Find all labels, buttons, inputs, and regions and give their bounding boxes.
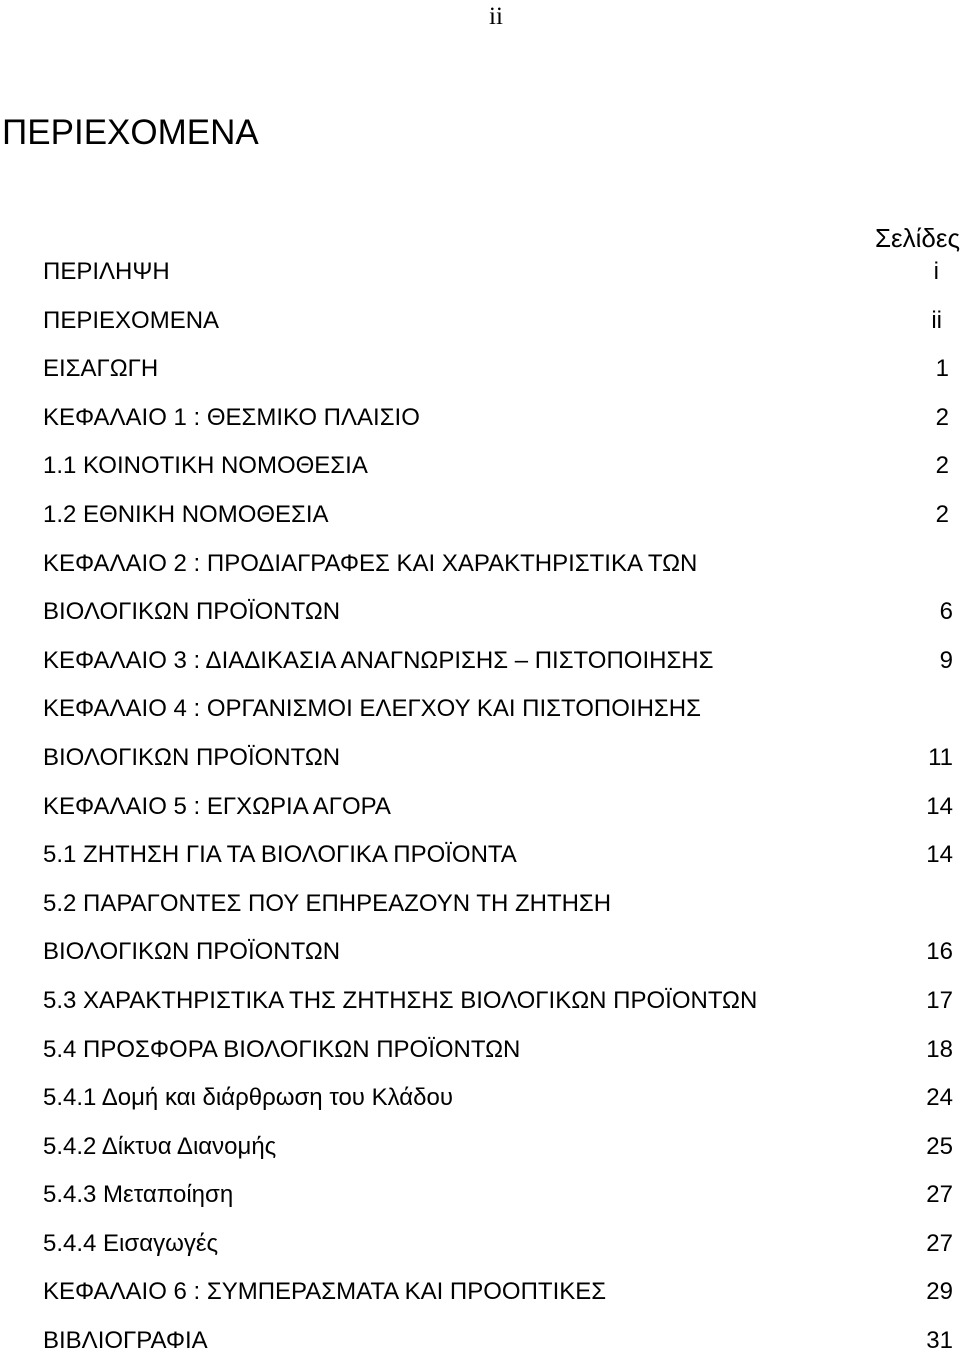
toc-entry-title: ΒΙΟΛΟΓΙΚΩΝ ΠΡΟΪΟΝΤΩΝ bbox=[43, 598, 341, 626]
toc-entry[interactable] bbox=[43, 248, 953, 297]
toc-entry-title: 1.2 ΕΘΝΙΚΗ ΝΟΜΟΘΕΣΙΑ bbox=[43, 500, 329, 528]
page-title: ΠΕΡΙΕΧΟΜΕΝΑ bbox=[2, 113, 259, 152]
toc-entry[interactable] bbox=[43, 442, 953, 491]
toc-entry[interactable] bbox=[43, 588, 953, 637]
toc-entry-title: ΠΕΡΙΛΗΨΗ bbox=[43, 258, 170, 285]
toc-entry[interactable] bbox=[43, 540, 953, 589]
toc-entry-title: 5.4.2 Δίκτυα Διανομής bbox=[43, 1132, 277, 1160]
toc-entry-title: 1.1 ΚΟΙΝΟΤΙΚΗ ΝΟΜΟΘΕΣΙΑ bbox=[43, 452, 368, 480]
toc-entry-page: 6 bbox=[939, 598, 953, 626]
toc-entry[interactable] bbox=[43, 831, 953, 880]
toc-entry-title: ΒΙΒΛΙΟΓΡΑΦΙΑ bbox=[43, 1327, 208, 1355]
toc-entry[interactable] bbox=[43, 685, 953, 734]
toc-entry-title: ΒΙΟΛΟΓΙΚΩΝ ΠΡΟΪΟΝΤΩΝ bbox=[43, 938, 341, 966]
toc-entry-title: 5.1 ΖΗΤΗΣΗ ΓΙΑ ΤΑ ΒΙΟΛΟΓΙΚΑ ΠΡΟΪΟΝΤΑ bbox=[43, 841, 517, 869]
pages-column-header: Σελίδες bbox=[874, 223, 960, 253]
toc-entry-title: ΚΕΦΑΛΑΙΟ 2 : ΠΡΟΔΙΑΓΡΑΦΕΣ ΚΑΙ ΧΑΡΑΚΤΗΡΙΣΤΙΚΑ ΤΩΝ bbox=[43, 549, 698, 577]
toc-entry[interactable] bbox=[43, 1220, 953, 1269]
toc-entry-page: 17 bbox=[926, 986, 953, 1014]
toc-entry-page: 29 bbox=[926, 1278, 953, 1306]
page-number: ii bbox=[489, 3, 503, 30]
toc-entry-page: 2 bbox=[935, 452, 949, 480]
toc-entry[interactable] bbox=[43, 1123, 953, 1172]
toc-entry[interactable] bbox=[43, 1317, 953, 1366]
toc-entry-page: 2 bbox=[935, 500, 949, 528]
toc-entry[interactable] bbox=[43, 880, 953, 929]
toc-entry-page: 9 bbox=[939, 646, 953, 674]
toc-entry-page: 1 bbox=[935, 355, 949, 383]
toc-entry-title: ΚΕΦΑΛΑΙΟ 4 : ΟΡΓΑΝΙΣΜΟΙ ΕΛΕΓΧΟΥ ΚΑΙ ΠΙΣΤΟΠΟΙΗΣΗΣ bbox=[43, 695, 701, 723]
toc-entry-title: 5.4.4 Εισαγωγές bbox=[43, 1229, 219, 1257]
toc-entry[interactable] bbox=[43, 928, 953, 977]
toc-entry-page: 16 bbox=[926, 938, 953, 966]
toc-entry-title: ΕΙΣΑΓΩΓΗ bbox=[43, 355, 159, 383]
toc-entry[interactable] bbox=[43, 491, 953, 540]
toc-entry-page: 14 bbox=[926, 841, 953, 869]
table-of-contents bbox=[43, 248, 953, 1366]
toc-entry[interactable] bbox=[43, 783, 953, 832]
toc-entry[interactable] bbox=[43, 345, 953, 394]
toc-entry-page: 2 bbox=[935, 403, 949, 431]
toc-entry-title: 5.4 ΠΡΟΣΦΟΡΑ ΒΙΟΛΟΓΙΚΩΝ ΠΡΟΪΟΝΤΩΝ bbox=[43, 1035, 521, 1063]
toc-entry[interactable] bbox=[43, 1171, 953, 1220]
toc-entry[interactable] bbox=[43, 394, 953, 443]
toc-entry[interactable] bbox=[43, 1026, 953, 1075]
toc-entry-page: 27 bbox=[926, 1181, 953, 1209]
toc-entry-title: ΚΕΦΑΛΑΙΟ 3 : ΔΙΑΔΙΚΑΣΙΑ ΑΝΑΓΝΩΡΙΣΗΣ – ΠΙΣΤΟΠΟΙΗΣΗΣ bbox=[43, 646, 714, 674]
toc-entry-title: ΠΕΡΙΕΧΟΜΕΝΑ bbox=[43, 306, 220, 334]
toc-entry-title: 5.3 ΧΑΡΑΚΤΗΡΙΣΤΙΚΑ ΤΗΣ ΖΗΤΗΣΗΣ ΒΙΟΛΟΓΙΚΩΝ ΠΡΟΪΟΝΤΩΝ bbox=[43, 986, 758, 1014]
toc-entry-page: i bbox=[933, 258, 939, 285]
toc-entry-page: 18 bbox=[926, 1035, 953, 1063]
toc-entry-page: 31 bbox=[926, 1327, 953, 1355]
toc-entry[interactable] bbox=[43, 637, 953, 686]
toc-entry[interactable] bbox=[43, 1268, 953, 1317]
toc-entry-title: 5.4.1 Δομή και διάρθρωση του Κλάδου bbox=[43, 1084, 453, 1112]
toc-entry[interactable] bbox=[43, 977, 953, 1026]
toc-entry-page: 14 bbox=[926, 792, 953, 820]
toc-entry-page: 11 bbox=[928, 743, 953, 771]
toc-entry-page: ii bbox=[931, 306, 942, 334]
toc-entry-page: 24 bbox=[926, 1084, 953, 1112]
toc-entry-title: ΚΕΦΑΛΑΙΟ 1 : ΘΕΣΜΙΚΟ ΠΛΑΙΣΙΟ bbox=[43, 403, 420, 431]
toc-entry-title: 5.4.3 Μεταποίηση bbox=[43, 1181, 234, 1209]
toc-entry-title: ΚΕΦΑΛΑΙΟ 5 : ΕΓΧΩΡΙΑ ΑΓΟΡΑ bbox=[43, 792, 391, 820]
toc-entry-title: 5.2 ΠΑΡΑΓΟΝΤΕΣ ΠΟΥ ΕΠΗΡΕΑΖΟΥΝ ΤΗ ΖΗΤΗΣΗ bbox=[43, 889, 612, 917]
toc-entry-page: 25 bbox=[926, 1132, 953, 1160]
toc-entry[interactable] bbox=[43, 734, 953, 783]
toc-entry-title: ΚΕΦΑΛΑΙΟ 6 : ΣΥΜΠΕΡΑΣΜΑΤΑ ΚΑΙ ΠΡΟΟΠΤΙΚΕΣ bbox=[43, 1278, 607, 1306]
toc-entry[interactable] bbox=[43, 1074, 953, 1123]
toc-entry-page: 27 bbox=[926, 1229, 953, 1257]
toc-entry[interactable] bbox=[43, 297, 953, 346]
toc-entry-title: ΒΙΟΛΟΓΙΚΩΝ ΠΡΟΪΟΝΤΩΝ bbox=[43, 743, 341, 771]
